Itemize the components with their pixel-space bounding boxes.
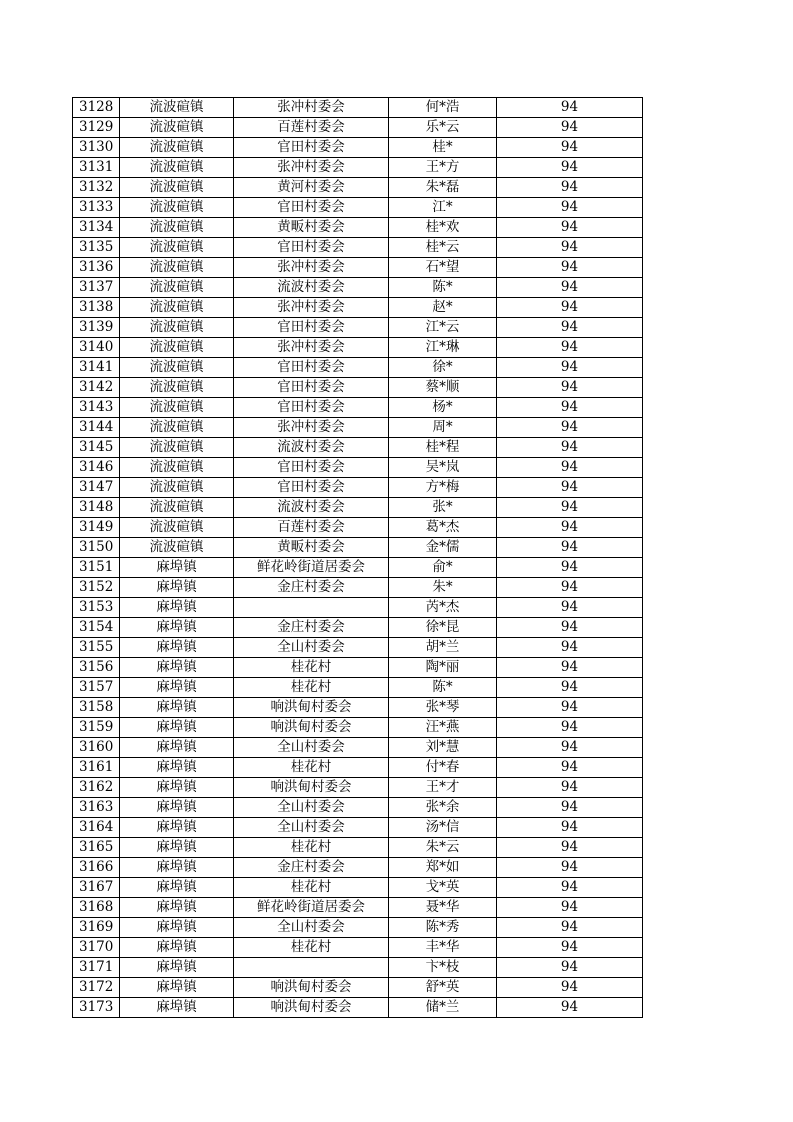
village-cell: 桂花村: [234, 938, 389, 958]
score-cell: 94: [497, 718, 643, 738]
village-cell: 官田村委会: [234, 318, 389, 338]
table-row: [73, 98, 643, 118]
row-id-cell: 3152: [73, 578, 120, 598]
row-id-cell: 3143: [73, 398, 120, 418]
score-cell: 94: [497, 698, 643, 718]
village-cell: 金庄村委会: [234, 618, 389, 638]
name-cell: 陈*秀: [389, 918, 497, 938]
score-cell: 94: [497, 498, 643, 518]
town-cell: 麻埠镇: [120, 978, 234, 998]
name-cell: 石*望: [389, 258, 497, 278]
name-cell: 张*琴: [389, 698, 497, 718]
table-row: [73, 398, 643, 418]
score-cell: 94: [497, 578, 643, 598]
village-cell: [234, 598, 389, 618]
score-cell: 94: [497, 298, 643, 318]
row-id-cell: 3161: [73, 758, 120, 778]
score-cell: 94: [497, 998, 643, 1018]
score-cell: 94: [497, 638, 643, 658]
table-row: [73, 578, 643, 598]
village-cell: 响洪甸村委会: [234, 718, 389, 738]
name-cell: 付*春: [389, 758, 497, 778]
village-cell: 响洪甸村委会: [234, 698, 389, 718]
table-body: [73, 98, 643, 1018]
town-cell: 麻埠镇: [120, 678, 234, 698]
name-cell: 朱*: [389, 578, 497, 598]
village-cell: 桂花村: [234, 878, 389, 898]
table-row: [73, 158, 643, 178]
name-cell: 王*才: [389, 778, 497, 798]
row-id-cell: 3170: [73, 938, 120, 958]
village-cell: 金庄村委会: [234, 858, 389, 878]
name-cell: 方*梅: [389, 478, 497, 498]
table-row: [73, 318, 643, 338]
town-cell: 麻埠镇: [120, 738, 234, 758]
score-cell: 94: [497, 438, 643, 458]
table-row: [73, 278, 643, 298]
name-cell: 戈*英: [389, 878, 497, 898]
table-row: [73, 898, 643, 918]
table-row: [73, 638, 643, 658]
table-row: [73, 618, 643, 638]
name-cell: 徐*昆: [389, 618, 497, 638]
town-cell: 麻埠镇: [120, 898, 234, 918]
score-cell: 94: [497, 878, 643, 898]
table-row: [73, 998, 643, 1018]
row-id-cell: 3139: [73, 318, 120, 338]
village-cell: 官田村委会: [234, 138, 389, 158]
name-cell: 郑*如: [389, 858, 497, 878]
table-row: [73, 978, 643, 998]
row-id-cell: 3130: [73, 138, 120, 158]
row-id-cell: 3151: [73, 558, 120, 578]
table-row: [73, 878, 643, 898]
town-cell: 麻埠镇: [120, 918, 234, 938]
name-cell: 朱*磊: [389, 178, 497, 198]
name-cell: 张*: [389, 498, 497, 518]
village-cell: 流波村委会: [234, 438, 389, 458]
town-cell: 流波碹镇: [120, 338, 234, 358]
village-cell: 桂花村: [234, 758, 389, 778]
row-id-cell: 3133: [73, 198, 120, 218]
town-cell: 流波碹镇: [120, 138, 234, 158]
score-cell: 94: [497, 818, 643, 838]
score-cell: 94: [497, 358, 643, 378]
row-id-cell: 3153: [73, 598, 120, 618]
village-cell: 全山村委会: [234, 818, 389, 838]
town-cell: 流波碹镇: [120, 378, 234, 398]
town-cell: 麻埠镇: [120, 798, 234, 818]
town-cell: 麻埠镇: [120, 618, 234, 638]
town-cell: 流波碹镇: [120, 198, 234, 218]
score-cell: 94: [497, 98, 643, 118]
table-row: [73, 198, 643, 218]
row-id-cell: 3156: [73, 658, 120, 678]
town-cell: 麻埠镇: [120, 558, 234, 578]
table-row: [73, 238, 643, 258]
score-cell: 94: [497, 558, 643, 578]
table-row: [73, 718, 643, 738]
table-row: [73, 858, 643, 878]
name-cell: 汤*信: [389, 818, 497, 838]
name-cell: 杨*: [389, 398, 497, 418]
row-id-cell: 3132: [73, 178, 120, 198]
row-id-cell: 3164: [73, 818, 120, 838]
table-row: [73, 298, 643, 318]
name-cell: 俞*: [389, 558, 497, 578]
village-cell: 流波村委会: [234, 498, 389, 518]
row-id-cell: 3155: [73, 638, 120, 658]
row-id-cell: 3136: [73, 258, 120, 278]
score-cell: 94: [497, 678, 643, 698]
town-cell: 流波碹镇: [120, 178, 234, 198]
town-cell: 流波碹镇: [120, 398, 234, 418]
table-row: [73, 938, 643, 958]
row-id-cell: 3145: [73, 438, 120, 458]
name-cell: 陈*: [389, 678, 497, 698]
score-cell: 94: [497, 118, 643, 138]
name-cell: 王*方: [389, 158, 497, 178]
score-cell: 94: [497, 478, 643, 498]
town-cell: 麻埠镇: [120, 698, 234, 718]
row-id-cell: 3173: [73, 998, 120, 1018]
row-id-cell: 3172: [73, 978, 120, 998]
score-cell: 94: [497, 398, 643, 418]
village-cell: 流波村委会: [234, 278, 389, 298]
table-row: [73, 758, 643, 778]
village-cell: 响洪甸村委会: [234, 998, 389, 1018]
village-cell: 全山村委会: [234, 638, 389, 658]
table-row: [73, 538, 643, 558]
village-cell: 官田村委会: [234, 398, 389, 418]
village-cell: 百莲村委会: [234, 118, 389, 138]
table-row: [73, 738, 643, 758]
village-cell: 金庄村委会: [234, 578, 389, 598]
village-cell: 全山村委会: [234, 918, 389, 938]
name-cell: 江*云: [389, 318, 497, 338]
village-cell: 张冲村委会: [234, 258, 389, 278]
table-row: [73, 518, 643, 538]
name-cell: 朱*云: [389, 838, 497, 858]
row-id-cell: 3142: [73, 378, 120, 398]
town-cell: 麻埠镇: [120, 878, 234, 898]
name-cell: 刘*慧: [389, 738, 497, 758]
score-cell: 94: [497, 178, 643, 198]
table-row: [73, 698, 643, 718]
name-cell: 桂*程: [389, 438, 497, 458]
table-row: [73, 918, 643, 938]
name-cell: 何*浩: [389, 98, 497, 118]
town-cell: 流波碹镇: [120, 518, 234, 538]
score-cell: 94: [497, 138, 643, 158]
town-cell: 流波碹镇: [120, 158, 234, 178]
table-row: [73, 778, 643, 798]
table-row: [73, 818, 643, 838]
village-cell: 响洪甸村委会: [234, 778, 389, 798]
row-id-cell: 3148: [73, 498, 120, 518]
name-cell: 丰*华: [389, 938, 497, 958]
village-cell: 鲜花岭街道居委会: [234, 898, 389, 918]
row-id-cell: 3163: [73, 798, 120, 818]
town-cell: 流波碹镇: [120, 498, 234, 518]
row-id-cell: 3160: [73, 738, 120, 758]
row-id-cell: 3137: [73, 278, 120, 298]
village-cell: 百莲村委会: [234, 518, 389, 538]
village-cell: 官田村委会: [234, 238, 389, 258]
table-row: [73, 118, 643, 138]
town-cell: 麻埠镇: [120, 718, 234, 738]
score-cell: 94: [497, 738, 643, 758]
name-cell: 江*琳: [389, 338, 497, 358]
name-cell: 桂*: [389, 138, 497, 158]
town-cell: 麻埠镇: [120, 998, 234, 1018]
name-cell: 芮*杰: [389, 598, 497, 618]
village-cell: 黄河村委会: [234, 178, 389, 198]
score-cell: 94: [497, 838, 643, 858]
name-cell: 吴*岚: [389, 458, 497, 478]
row-id-cell: 3166: [73, 858, 120, 878]
score-cell: 94: [497, 978, 643, 998]
table-row: [73, 798, 643, 818]
score-cell: 94: [497, 158, 643, 178]
score-cell: 94: [497, 458, 643, 478]
score-cell: 94: [497, 198, 643, 218]
name-cell: 张*余: [389, 798, 497, 818]
name-cell: 卞*枝: [389, 958, 497, 978]
table-row: [73, 258, 643, 278]
village-cell: 张冲村委会: [234, 98, 389, 118]
town-cell: 麻埠镇: [120, 578, 234, 598]
name-cell: 金*儒: [389, 538, 497, 558]
row-id-cell: 3171: [73, 958, 120, 978]
town-cell: 流波碹镇: [120, 258, 234, 278]
score-cell: 94: [497, 518, 643, 538]
score-cell: 94: [497, 598, 643, 618]
row-id-cell: 3169: [73, 918, 120, 938]
table-row: [73, 358, 643, 378]
town-cell: 流波碹镇: [120, 298, 234, 318]
town-cell: 麻埠镇: [120, 958, 234, 978]
score-cell: 94: [497, 918, 643, 938]
town-cell: 流波碹镇: [120, 538, 234, 558]
row-id-cell: 3134: [73, 218, 120, 238]
table-row: [73, 418, 643, 438]
row-id-cell: 3168: [73, 898, 120, 918]
town-cell: 流波碹镇: [120, 458, 234, 478]
row-id-cell: 3159: [73, 718, 120, 738]
town-cell: 麻埠镇: [120, 858, 234, 878]
town-cell: 麻埠镇: [120, 818, 234, 838]
table-row: [73, 138, 643, 158]
village-cell: 桂花村: [234, 658, 389, 678]
town-cell: 麻埠镇: [120, 638, 234, 658]
score-cell: 94: [497, 538, 643, 558]
town-cell: 流波碹镇: [120, 318, 234, 338]
village-cell: 张冲村委会: [234, 338, 389, 358]
town-cell: 流波碹镇: [120, 218, 234, 238]
score-cell: 94: [497, 658, 643, 678]
row-id-cell: 3154: [73, 618, 120, 638]
row-id-cell: 3162: [73, 778, 120, 798]
row-id-cell: 3135: [73, 238, 120, 258]
score-cell: 94: [497, 278, 643, 298]
table-row: [73, 958, 643, 978]
row-id-cell: 3167: [73, 878, 120, 898]
name-cell: 桂*云: [389, 238, 497, 258]
name-cell: 储*兰: [389, 998, 497, 1018]
row-id-cell: 3144: [73, 418, 120, 438]
village-cell: 鲜花岭街道居委会: [234, 558, 389, 578]
table-row: [73, 558, 643, 578]
score-cell: 94: [497, 238, 643, 258]
row-id-cell: 3158: [73, 698, 120, 718]
town-cell: 麻埠镇: [120, 838, 234, 858]
name-cell: 桂*欢: [389, 218, 497, 238]
name-cell: 徐*: [389, 358, 497, 378]
name-cell: 赵*: [389, 298, 497, 318]
village-cell: 桂花村: [234, 678, 389, 698]
village-cell: 官田村委会: [234, 458, 389, 478]
village-cell: 官田村委会: [234, 478, 389, 498]
town-cell: 麻埠镇: [120, 598, 234, 618]
town-cell: 流波碹镇: [120, 98, 234, 118]
name-cell: 胡*兰: [389, 638, 497, 658]
village-cell: 全山村委会: [234, 798, 389, 818]
row-id-cell: 3146: [73, 458, 120, 478]
score-cell: 94: [497, 338, 643, 358]
town-cell: 麻埠镇: [120, 758, 234, 778]
score-cell: 94: [497, 798, 643, 818]
table-row: [73, 598, 643, 618]
village-cell: 张冲村委会: [234, 298, 389, 318]
table-row: [73, 218, 643, 238]
table-row: [73, 678, 643, 698]
name-cell: 舒*英: [389, 978, 497, 998]
score-cell: 94: [497, 938, 643, 958]
table-row: [73, 378, 643, 398]
score-cell: 94: [497, 898, 643, 918]
table-row: [73, 838, 643, 858]
village-cell: 官田村委会: [234, 378, 389, 398]
table-row: [73, 458, 643, 478]
name-cell: 葛*杰: [389, 518, 497, 538]
town-cell: 流波碹镇: [120, 478, 234, 498]
score-cell: 94: [497, 318, 643, 338]
name-cell: 陈*: [389, 278, 497, 298]
score-cell: 94: [497, 758, 643, 778]
row-id-cell: 3165: [73, 838, 120, 858]
village-cell: 张冲村委会: [234, 158, 389, 178]
row-id-cell: 3147: [73, 478, 120, 498]
village-cell: 桂花村: [234, 838, 389, 858]
village-cell: 全山村委会: [234, 738, 389, 758]
row-id-cell: 3157: [73, 678, 120, 698]
town-cell: 麻埠镇: [120, 658, 234, 678]
town-cell: 麻埠镇: [120, 778, 234, 798]
village-cell: 黄畈村委会: [234, 538, 389, 558]
score-cell: 94: [497, 958, 643, 978]
name-cell: 聂*华: [389, 898, 497, 918]
town-cell: 流波碹镇: [120, 418, 234, 438]
name-cell: 周*: [389, 418, 497, 438]
row-id-cell: 3128: [73, 98, 120, 118]
score-cell: 94: [497, 778, 643, 798]
village-cell: 官田村委会: [234, 358, 389, 378]
town-cell: 流波碹镇: [120, 438, 234, 458]
data-table: [72, 97, 643, 1018]
table-row: [73, 478, 643, 498]
table-row: [73, 658, 643, 678]
table-row: [73, 338, 643, 358]
town-cell: 流波碹镇: [120, 118, 234, 138]
name-cell: 汪*燕: [389, 718, 497, 738]
table-row: [73, 438, 643, 458]
town-cell: 流波碹镇: [120, 238, 234, 258]
village-cell: 响洪甸村委会: [234, 978, 389, 998]
row-id-cell: 3138: [73, 298, 120, 318]
town-cell: 麻埠镇: [120, 938, 234, 958]
name-cell: 陶*丽: [389, 658, 497, 678]
row-id-cell: 3149: [73, 518, 120, 538]
name-cell: 乐*云: [389, 118, 497, 138]
row-id-cell: 3131: [73, 158, 120, 178]
score-cell: 94: [497, 258, 643, 278]
village-cell: 张冲村委会: [234, 418, 389, 438]
row-id-cell: 3150: [73, 538, 120, 558]
score-cell: 94: [497, 378, 643, 398]
table-row: [73, 498, 643, 518]
row-id-cell: 3141: [73, 358, 120, 378]
row-id-cell: 3140: [73, 338, 120, 358]
town-cell: 流波碹镇: [120, 358, 234, 378]
score-cell: 94: [497, 418, 643, 438]
village-cell: [234, 958, 389, 978]
name-cell: 江*: [389, 198, 497, 218]
score-cell: 94: [497, 858, 643, 878]
table-row: [73, 178, 643, 198]
village-cell: 官田村委会: [234, 198, 389, 218]
village-cell: 黄畈村委会: [234, 218, 389, 238]
name-cell: 蔡*顺: [389, 378, 497, 398]
row-id-cell: 3129: [73, 118, 120, 138]
score-cell: 94: [497, 218, 643, 238]
town-cell: 流波碹镇: [120, 278, 234, 298]
score-cell: 94: [497, 618, 643, 638]
